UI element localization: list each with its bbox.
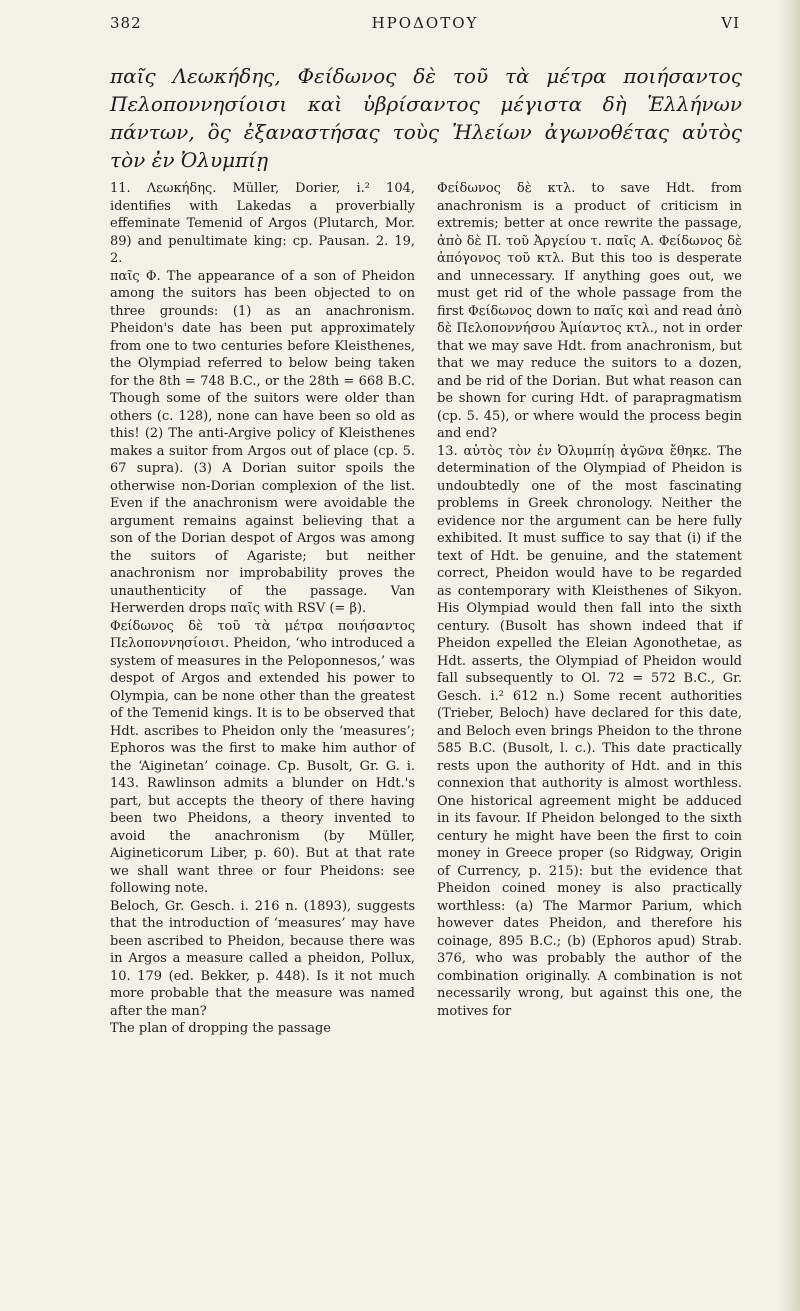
book-section: VI — [721, 14, 740, 32]
note-paragraph: Beloch, Gr. Gesch. i. 216 n. (1893), suggests that the introduction of ‘measures’ may have been ascribed to Pheidon, because there was in Argos a measure called a pheidon, Pollux, 10. 179 (ed. Bekker, p. 448). Is it not much more probable that the measure was named after the man? — [110, 898, 415, 1019]
note-paragraph: 13. αὐτὸς τὸν ἐν Ὀλυμπίῃ ἀγῶνα ἔθηκε. The determination of the Olympiad of Pheidon is undoubtedly one of the most fascinating problems in Greek chronology. Neither the evidence nor the argument can be here fully exhibited. It must suffice to say that (i) if the text of Hdt. be genuine, and the statement correct, Pheidon would have to be regarded as contemporary with Kleisthenes of Sikyon. His Olympiad would then fall into the sixth century. (Busolt has shown indeed that if Pheidon expelled the Eleian Agonothetae, as Hdt. asserts, the Olympiad of Pheidon would fall subsequently to Ol. 72 = 572 B.C., Gr. Gesch. i.² 612 n.) Some recent authorities (Trieber, Beloch) have declared for this date, and Beloch even brings Pheidon to the throne 585 B.C. (Busolt, l. c.). This date practically rests upon the authority of Hdt. and in this connexion that authority is almost worthless. One historical agreement might be adduced in its favour. If Pheidon belonged to the sixth century he might have been the first to coin money in Greece proper (so Ridgway, Origin of Currency, p. 215): but the evidence that Pheidon coined money is also practically worthless: (a) The Marmor Parium, which however dates Pheidon, and therefore his coinage, 895 B.C.; (b) (Ephoros apud) Strab. 376, who was probably the author of the combination originally. A combination is not necessarily wrong, but against this one, the motives for — [437, 443, 742, 1019]
note-paragraph: The plan of dropping the passage — [110, 1021, 331, 1036]
commentary-columns — [110, 180, 742, 1300]
note-paragraph: 11. Λεωκήδης. Müller, Dorier, i.² 104, identifies with Lakedas a proverbially effeminate Temenid of Argos (Plutarch, Mor. 89) and penultimate king: cp. Pausan. 2. 19, 2. — [110, 181, 415, 266]
page-number: 382 — [110, 14, 142, 32]
greek-main-text: παῖς Λεωκήδης, Φείδωνος δὲ τοῦ τὰ μέτρα ποιήσαντος Πελοποννησίοισι καὶ ὑβρίσαντος μέγιστα δὴ Ἑλλήνων πάντων, ὃς ἐξαναστήσας τοὺς Ἠλείων ἀγωνοθέτας αὐτὸς τὸν ἐν Ὀλυμπίῃ — [110, 64, 742, 172]
commentary-column-left — [110, 180, 415, 1300]
page-header — [110, 14, 740, 40]
note-paragraph: παῖς Φ. The appearance of a son of Pheidon among the suitors has been objected to on three grounds: (1) as an anachronism. Pheidon's date has been put approximately from one to two centuries before Kleisthenes, the Olympiad referred to below being taken for the 8th = 748 B.C., or the 28th = 668 B.C. Though some of the suitors were older than others (c. 128), none can have been so old as this! (2) The anti-Argive policy of Kleisthenes makes a suitor from Argos out of place (cp. 5. 67 supra). (3) A Dorian suitor spoils the otherwise non-Dorian complexion of the list. Even if the anachronism were avoidable the argument remains against believing that a son of the Dorian despot of Argos was among the suitors of Agariste; but neither anachronism nor improbability proves the unauthenticity of the passage. Van Herwerden drops παῖς with RSV (= β). — [110, 268, 415, 616]
note-paragraph: Φείδωνος δὲ κτλ. to save Hdt. from anachronism is a product of criticism in extremis; better at once rewrite the passage, ἀπὸ δὲ Π. τοῦ Ἀργείου τ. παῖς Α. Φείδωνος δὲ ἀπόγονος τοῦ κτλ. But this too is desperate and unnecessary. If anything goes out, we must get rid of the whole passage from the first Φείδωνος down to παῖς καὶ and read ἀπὸ δὲ Πελοποννήσου Ἀμίαντος κτλ., not in order that we may save Hdt. from anachronism, but that we may reduce the suitors to a dozen, and be rid of the Dorian. But what reason can be shown for curing Hdt. of parapragmatism (cp. 5. 45), or where would the process begin and end? — [437, 181, 742, 441]
commentary-column-right — [437, 180, 742, 1300]
running-title: ΗΡΟΔΟΤΟΥ — [371, 14, 479, 32]
note-paragraph: Φείδωνος δὲ τοῦ τὰ μέτρα ποιήσαντος Πελοποννησίοισι. Pheidon, ‘who introduced a system of measures in the Peloponnesos,’ was despot of Argos and extended his power to Olympia, can be none other than the greatest of the Temenid kings. It is to be observed that Hdt. ascribes to Pheidon only the ‘measures’; Ephoros was the first to make him author of the ‘Aiginetan’ coinage. Cp. Busolt, Gr. G. i. 143. Rawlinson admits a blunder on Hdt.'s part, but accepts the theory of there having been two Pheidons, a theory invented to avoid the anachronism (by Müller, Aigineticorum Liber, p. 60). But at that rate we shall want three or four Pheidons: see following note. — [110, 618, 415, 896]
page-edge-shadow — [778, 0, 800, 1311]
